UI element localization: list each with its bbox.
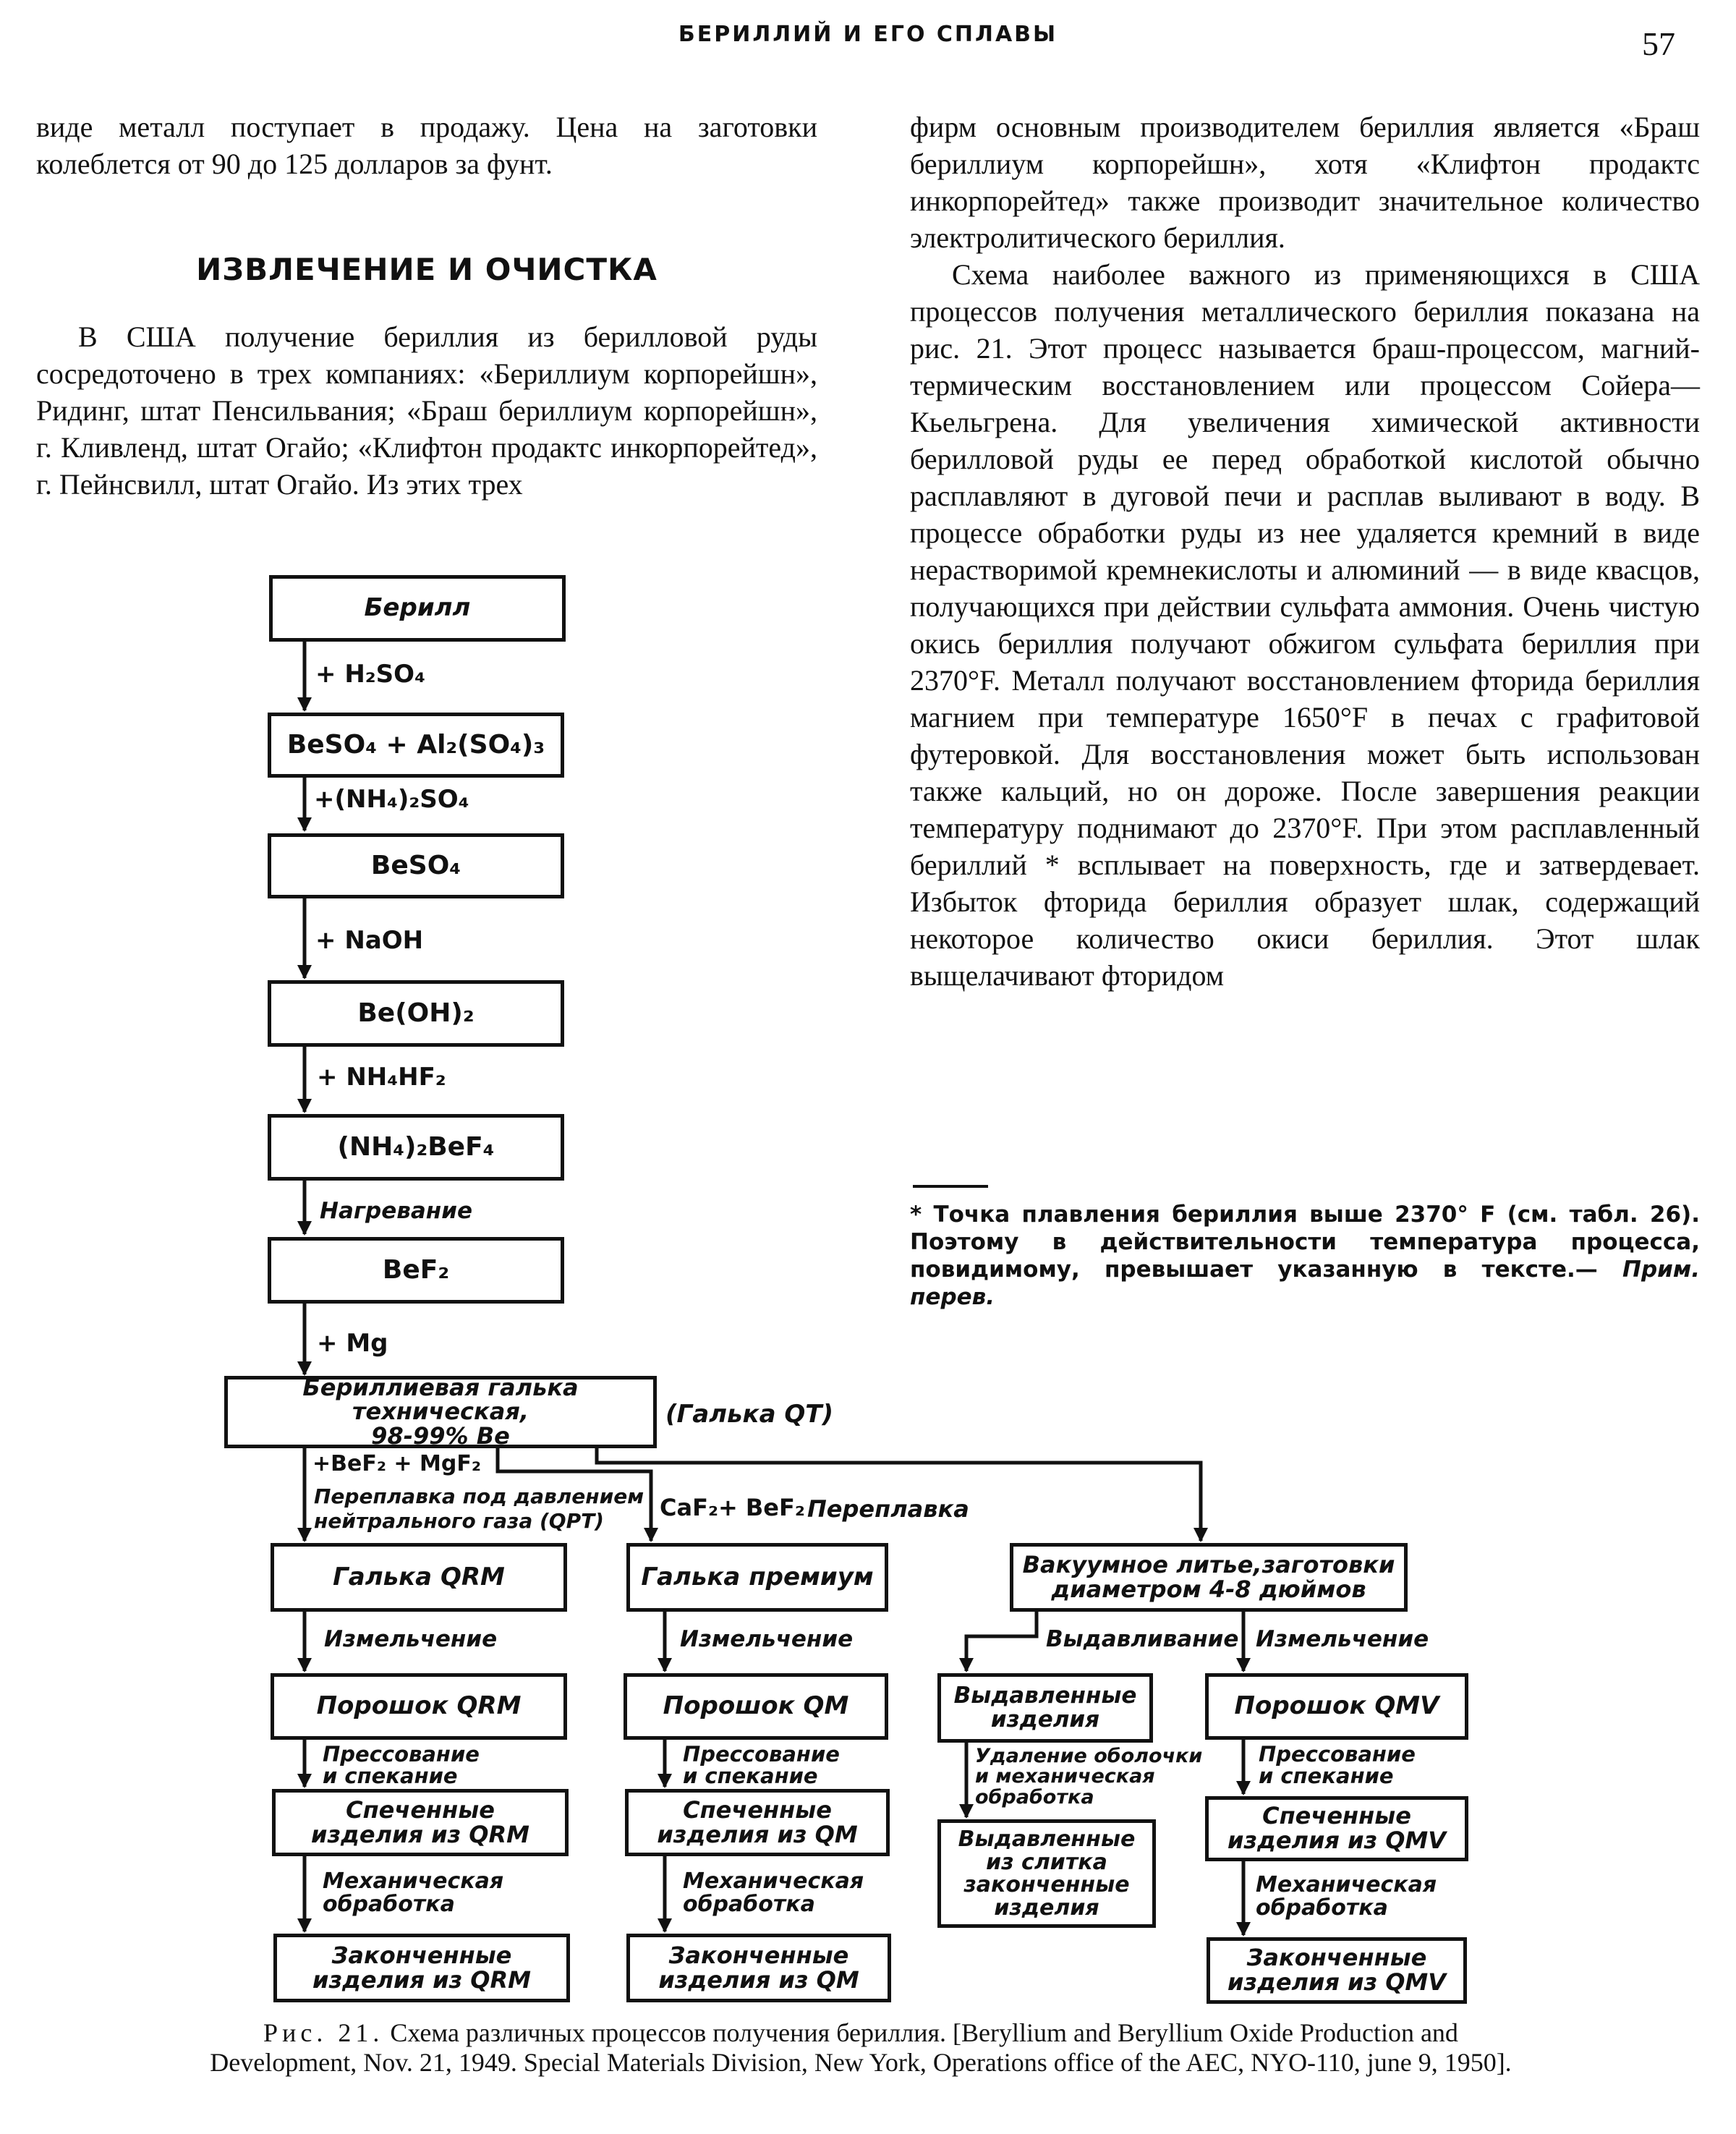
- right-paragraph-1: фирм основным производителем бериллия является «Браш бериллиум корпорейшн», хотя «Клифтон продактс инкорпорейтед» также производит значительное количество электролитического бериллия.: [910, 111, 1700, 254]
- edge-label-machining-qmv: [1256, 1874, 1437, 1919]
- node-nh4-2-bef4: [268, 1114, 564, 1181]
- node-beso4-label: BeSO₄: [370, 851, 461, 881]
- machining-qmv-line2: обработка: [1256, 1895, 1388, 1921]
- edge-label-h2so4: + H₂SO₄: [315, 660, 425, 689]
- page-number: 57: [1642, 25, 1675, 62]
- left-intro-paragraph: виде металл поступает в продажу. Цена на заготовки колеблется от 90 до 125 долларов за фунт.: [36, 111, 817, 180]
- edge-label-nh4-2-so4: +(NH₄)₂SO₄: [314, 785, 469, 814]
- node-sintered-qrm: [272, 1789, 569, 1856]
- right-paragraph-2: Схема наиболее важного из применяющихся в США процессов получения металлического бериллия показана на рис. 21. Этот процесс называется браш-процессом, магний-термическим восстановлением или процессом Сойера—Кьельгрена. Для увеличения химической активности берилловой руды ее перед обработкой кислотой обычно расплавляют в дуговой печи и расплав выливают в воду. В процессе обработки руды из нее удаляется кремний в виде нерастворимой кремнекислоты и алюминий — в виде квасцов, получающихся при действии сульфата аммония. Очень чистую окись бериллия получают обжигом сульфата бериллия при 2370°F. Металл получают восстановлением фторида бериллия магнием при температуре 1650°F в печах с графитовой футеровкой. Для восстановления может быть использован также кальций, но он дороже. После завершения реакции температуру поднимают до 2370°F. При этом расплавленный бериллий * всплывает на поверхность, где и затвердевает. Избыток фторида бериллия образует шлак, содержащий некоторое количество окиси бериллия. Этот шлак выщелачивают фторидом: [910, 258, 1700, 992]
- edge-label-remelt-pressure-1: Переплавка под давлением: [314, 1484, 644, 1508]
- node-sintered-qmv: [1205, 1796, 1468, 1861]
- edge-label-bef2-mgf2: +BeF₂ + MgF₂: [312, 1451, 481, 1476]
- node-beso4: [268, 833, 564, 898]
- node-beoh2-label: Be(OH)₂: [357, 998, 475, 1029]
- node-finished-qmv-line1: Законченные: [1246, 1944, 1427, 1972]
- press-sinter-qrm-line1: Прессование: [323, 1742, 480, 1767]
- edge-label-machining-qrm: [323, 1870, 503, 1916]
- edge-label-extrusion: Выдавливание: [1046, 1626, 1239, 1652]
- edge-label-press-sinter-qm: [683, 1743, 840, 1787]
- node-extruded-finished-line4: изделия: [994, 1895, 1099, 1921]
- machining-qm-line2: обработка: [683, 1891, 815, 1917]
- node-finished-qm: [626, 1934, 891, 2002]
- edge-label-press-sinter-qrm: [323, 1743, 480, 1787]
- node-vacuum-casting: [1010, 1543, 1408, 1612]
- shell-removal-line1: Удаление оболочки: [975, 1745, 1203, 1767]
- edge-label-shell-removal: [975, 1746, 1202, 1808]
- node-pebble-premium-label: Галька премиум: [641, 1562, 874, 1591]
- node-bef2-label: BeF₂: [382, 1255, 450, 1285]
- node-vacuum-casting-line1: Вакуумное литье,заготовки: [1022, 1550, 1395, 1578]
- node-extruded-line1: Выдавленные: [953, 1683, 1137, 1709]
- edge-label-naoh: + NaOH: [315, 926, 424, 955]
- press-sinter-qmv-line2: и спекание: [1259, 1764, 1394, 1789]
- press-sinter-qrm-line2: и спекание: [323, 1764, 458, 1789]
- shell-removal-line3: обработка: [975, 1785, 1094, 1808]
- edge-label-press-sinter-qmv: [1259, 1743, 1416, 1787]
- node-sintered-qm: [625, 1789, 890, 1856]
- node-powder-qm-label: Порошок QM: [663, 1691, 849, 1721]
- edge-label-remelt-pressure-2: нейтрального газа (QPT): [314, 1509, 604, 1533]
- node-beryl-label: Берилл: [364, 593, 471, 623]
- node-bef2: [268, 1237, 564, 1304]
- running-title: БЕРИЛЛИЙ И ЕГО СПЛАВЫ: [678, 22, 1058, 47]
- press-sinter-qm-line2: и спекание: [683, 1764, 818, 1789]
- node-extruded-line2: изделия: [990, 1706, 1100, 1733]
- node-finished-qmv: [1207, 1937, 1467, 2004]
- node-extruded-finished: [937, 1819, 1156, 1928]
- node-beso4-al-label: BeSO₄ + Al₂(SO₄)₃: [286, 730, 545, 760]
- node-vacuum-casting-line2: диаметром 4-8 дюймов: [1051, 1575, 1366, 1603]
- edge-label-heating: Нагревание: [320, 1198, 472, 1224]
- machining-qrm-line2: обработка: [323, 1891, 455, 1917]
- machining-qrm-line1: Механическая: [323, 1869, 504, 1894]
- node-finished-qrm-line1: Законченные: [331, 1941, 512, 1969]
- edge-label-machining-qm: [683, 1870, 864, 1916]
- node-pebble-qrm-label: Галька QRM: [333, 1562, 505, 1591]
- node-sintered-qm-line2: изделия из QM: [657, 1820, 858, 1848]
- node-beoh2: [268, 980, 564, 1047]
- node-finished-qm-line1: Законченные: [668, 1941, 849, 1969]
- node-finished-qrm: [273, 1934, 570, 2002]
- node-finished-qm-line2: изделия из QM: [658, 1965, 859, 1994]
- node-extruded-finished-line2: из слитка: [986, 1849, 1107, 1875]
- node-sintered-qrm-line1: Спеченные: [346, 1795, 495, 1824]
- node-sintered-qmv-line1: Спеченные: [1262, 1802, 1411, 1830]
- node-sintered-qm-line1: Спеченные: [683, 1795, 832, 1824]
- figure-caption-text: Схема различных процессов получения бериллия. [Beryllium and Beryllium Oxide Production and Development, Nov. 21, 1949. Special Materials Division, New York, Operations office of the AEC, NYO-110, june 9, 1950].: [210, 2018, 1512, 2077]
- node-finished-qmv-line2: изделия из QMV: [1227, 1968, 1447, 1996]
- node-finished-qrm-line2: изделия из QRM: [312, 1965, 531, 1994]
- node-nh4-bef4-label: (NH₄)₂BeF₄: [337, 1132, 495, 1162]
- node-pebble-technical: [224, 1373, 657, 1450]
- shell-removal-line2: и механическая: [975, 1765, 1155, 1788]
- node-powder-qmv: [1205, 1673, 1468, 1740]
- node-beryl: [269, 575, 566, 642]
- node-pebble-qrm: [271, 1543, 567, 1612]
- edge-label-caf2-bef2: CaF₂+ BeF₂: [660, 1494, 805, 1521]
- footnote-translator-note: Прим. перев.: [910, 1257, 1700, 1310]
- edge-label-grinding-qrm: Измельчение: [324, 1626, 498, 1652]
- machining-qm-line1: Механическая: [683, 1869, 864, 1894]
- press-sinter-qmv-line1: Прессование: [1259, 1742, 1416, 1767]
- edge-label-pebble-qt: (Галька QT): [665, 1400, 834, 1429]
- node-powder-qrm-label: Порошок QRM: [316, 1691, 522, 1721]
- press-sinter-qm-line1: Прессование: [683, 1742, 840, 1767]
- node-pebble-technical-line1: Бериллиевая галька техническая,: [302, 1373, 579, 1426]
- edge-label-remelt: Переплавка: [807, 1495, 969, 1523]
- node-sintered-qrm-line2: изделия из QRM: [311, 1820, 529, 1848]
- node-pebble-premium: [626, 1543, 888, 1612]
- machining-qmv-line1: Механическая: [1256, 1872, 1437, 1897]
- edge-label-mg: + Mg: [317, 1329, 388, 1358]
- node-powder-qm: [624, 1673, 888, 1740]
- edge-label-nh4hf2: + NH₄HF₂: [317, 1063, 446, 1092]
- node-extruded-products: [937, 1673, 1153, 1743]
- node-powder-qrm: [271, 1673, 567, 1740]
- edge-label-grinding-qm: Измельчение: [680, 1626, 854, 1652]
- node-pebble-technical-line2: 98-99% Be: [371, 1421, 510, 1450]
- section-heading: ИЗВЛЕЧЕНИЕ И ОЧИСТКА: [196, 252, 658, 287]
- node-beso4-al2so43: [268, 713, 564, 778]
- figure-caption-label: Рис. 21.: [263, 2018, 384, 2047]
- left-paragraph: В США получение бериллия из берилловой руды сосредоточено в трех компаниях: «Бериллиум корпорейшн», Ридинг, штат Пенсильвания; «Браш бериллиум корпорейшн», г. Кливленд, штат Огайо; «Клифтон продактс инкорпорейтед», г. Пейнсвилл, штат Огайо. Из этих трех: [36, 320, 817, 501]
- node-sintered-qmv-line2: изделия из QMV: [1227, 1827, 1447, 1854]
- node-powder-qmv-label: Порошок QMV: [1234, 1691, 1439, 1721]
- node-extruded-finished-line3: законченные: [963, 1872, 1130, 1897]
- footnote-text: * Точка плавления бериллия выше 2370° F (см. табл. 26). Поэтому в действительности температура процесса, повидимому, превышает указанную в тексте.—: [910, 1202, 1700, 1283]
- figure-caption: [188, 2018, 1533, 2078]
- node-extruded-finished-line1: Выдавленные: [958, 1827, 1136, 1852]
- edge-label-grinding-qmv: Измельчение: [1256, 1626, 1429, 1652]
